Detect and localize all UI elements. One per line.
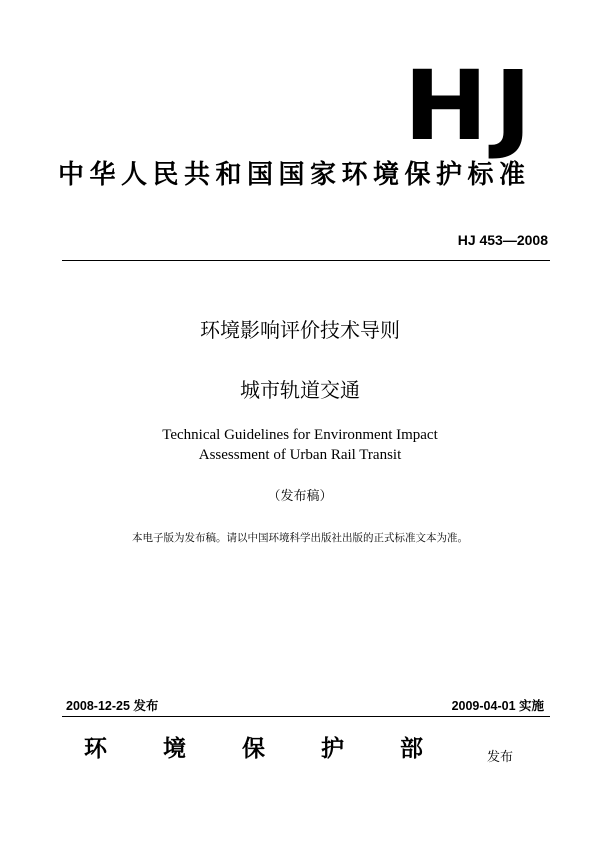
hj-logo: HJ bbox=[403, 50, 538, 162]
issue-word: 发布 bbox=[487, 750, 514, 765]
implementation-date: 2009-04-01 实施 bbox=[451, 699, 544, 713]
standard-category: 中华人民共和国国家环境保护标准 bbox=[58, 160, 531, 190]
bottom-divider bbox=[62, 716, 550, 717]
document-subtitle: 城市轨道交通 bbox=[240, 378, 360, 402]
document-title: 环境影响评价技术导则 bbox=[200, 318, 400, 342]
english-title-line-1: Technical Guidelines for Environment Impact bbox=[162, 427, 438, 443]
issuing-authority: 环境保护部 bbox=[84, 736, 479, 762]
issue-date: 2008-12-25 发布 bbox=[66, 699, 159, 713]
edition-notice: 本电子版为发布稿。请以中国环境科学出版社出版的正式标准文本为准。 bbox=[132, 532, 468, 544]
standard-number: HJ 453—2008 bbox=[457, 232, 548, 248]
english-title bbox=[0, 425, 600, 465]
top-divider bbox=[62, 260, 550, 261]
draft-label: （发布稿） bbox=[267, 489, 333, 504]
english-title-line-2: Assessment of Urban Rail Transit bbox=[198, 447, 402, 463]
